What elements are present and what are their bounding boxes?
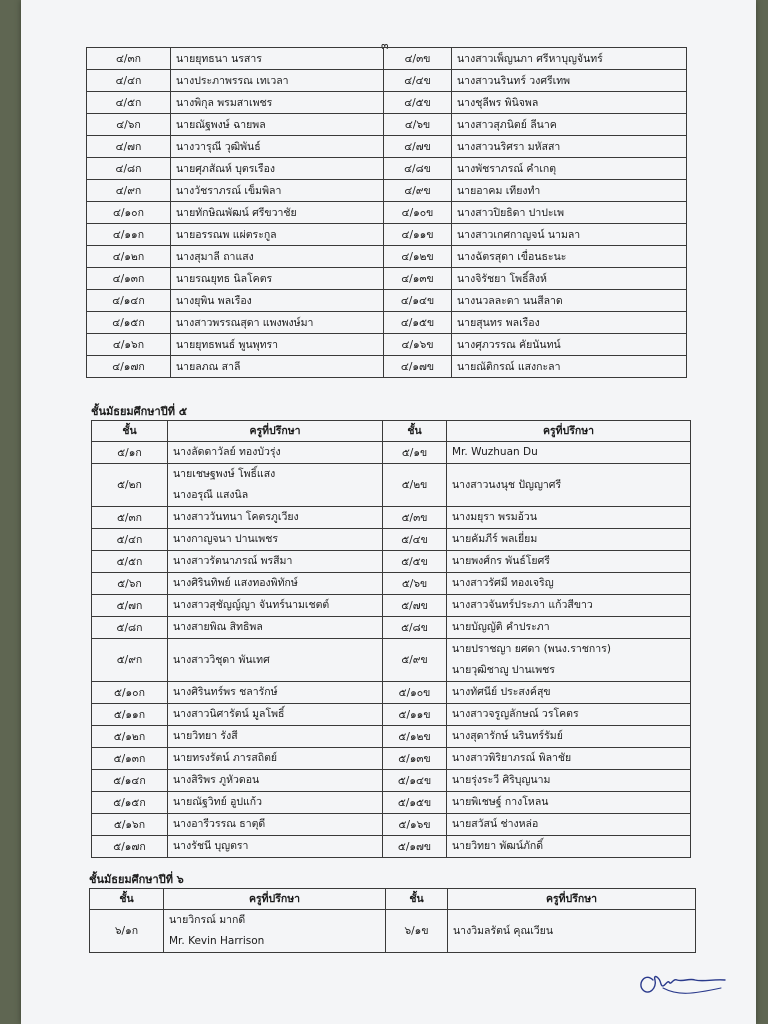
- advisor-cell: [447, 617, 691, 639]
- table-header-row: [90, 889, 696, 910]
- advisor-name-line: นางสาวรัศมี ทองเจริญ: [452, 577, 554, 589]
- class-cell: ๕/๑๔ข: [383, 770, 447, 792]
- advisor-cell: [448, 910, 696, 953]
- advisor-name-line: นางสาวจันทร์ประภา แก้วสีขาว: [452, 599, 593, 611]
- table-row: [92, 792, 691, 814]
- advisor-cell: นางยุพิน พลเรือง: [171, 290, 384, 312]
- class-cell: ๕/๘ข: [383, 617, 447, 639]
- class-cell: ๔/๑๑ก: [87, 224, 171, 246]
- grade4-advisor-table: [86, 47, 687, 378]
- table-row: [92, 836, 691, 858]
- class-cell: ๕/๖ข: [383, 573, 447, 595]
- advisor-cell: [447, 836, 691, 858]
- class-cell: ๔/๑๓ข: [384, 268, 452, 290]
- class-cell: ๕/๓ก: [92, 507, 168, 529]
- class-cell: ๕/๑๖ก: [92, 814, 168, 836]
- class-cell: ๔/๕ก: [87, 92, 171, 114]
- advisor-cell: [447, 507, 691, 529]
- class-cell: ๕/๑๓ก: [92, 748, 168, 770]
- advisor-cell: [168, 726, 383, 748]
- class-cell: ๕/๑๑ข: [383, 704, 447, 726]
- advisor-cell: [447, 704, 691, 726]
- table-row: [87, 70, 687, 92]
- advisor-name-line: นายรุ่งระวี ศิริบุญนาม: [452, 774, 551, 786]
- advisor-cell: [168, 704, 383, 726]
- advisor-name-line: นางสายพิณ สิทธิพล: [173, 621, 263, 633]
- class-cell: ๖/๑ข: [386, 910, 448, 953]
- class-cell: ๕/๑๓ข: [383, 748, 447, 770]
- advisor-name-line: Mr. Kevin Harrison: [169, 935, 265, 947]
- advisor-name-line: นายวิกรณ์ มากดี: [169, 914, 246, 926]
- table-row: [92, 770, 691, 792]
- table-row: [92, 814, 691, 836]
- advisor-cell: นางประภาพรรณ เทเวลา: [171, 70, 384, 92]
- class-cell: ๕/๘ก: [92, 617, 168, 639]
- advisor-cell: [168, 814, 383, 836]
- advisor-name-line: นางสาวนิศารัตน์ มูลโพธิ์: [173, 708, 285, 720]
- advisor-cell: นางสาวเกศกาญจน์ นามลา: [452, 224, 687, 246]
- class-header: ชั้น: [383, 421, 447, 442]
- advisor-name-line: นางศิรินทิพย์ แสงทองพิทักษ์: [173, 577, 298, 589]
- advisor-name-line: นายพิเชษฐ์ กางโหลน: [452, 796, 549, 808]
- class-header: ชั้น: [90, 889, 164, 910]
- class-cell: ๕/๙ข: [383, 639, 447, 682]
- advisor-cell: [168, 442, 383, 464]
- grade6-advisor-table: [89, 888, 696, 953]
- advisor-name-line: นายพงศ์กร พันธ์โยศรี: [452, 555, 550, 567]
- class-cell: ๔/๑๔ข: [384, 290, 452, 312]
- advisor-cell: นายรณยุทธ นิลโคตร: [171, 268, 384, 290]
- class-cell: ๕/๑๐ข: [383, 682, 447, 704]
- class-cell: ๔/๑๔ก: [87, 290, 171, 312]
- grade5-advisor-table: [91, 420, 691, 858]
- grade5-heading: ชั้นมัธยมศึกษาปีที่ ๕: [91, 405, 188, 418]
- advisor-cell: นางสาวพรรณสุดา แพงพงษ์มา: [171, 312, 384, 334]
- advisor-name-line: นางวิมลรัตน์ คุณเวียน: [453, 924, 554, 937]
- class-cell: ๔/๓ก: [87, 48, 171, 70]
- advisor-cell: นางสาวสุภนิตย์ ลีนาค: [452, 114, 687, 136]
- advisor-name-line: นางสาวรัตนาภรณ์ พรสีมา: [173, 555, 293, 567]
- table-row: [92, 704, 691, 726]
- table-row: [87, 92, 687, 114]
- class-cell: ๕/๑๒ก: [92, 726, 168, 748]
- advisor-name-line: นางศิรินทร์พร ชลารักษ์: [173, 686, 278, 698]
- advisor-name-line: นางสุดารักษ์ นรินทร์รัมย์: [452, 730, 563, 742]
- table-row: [87, 246, 687, 268]
- table-row: [92, 573, 691, 595]
- class-cell: ๔/๙ข: [384, 180, 452, 202]
- handwritten-signature: [633, 966, 728, 1000]
- table-row: [92, 507, 691, 529]
- advisor-name-line: นางรัชนี บุญตรา: [173, 840, 249, 852]
- advisor-cell: นายสุนทร พลเรือง: [452, 312, 687, 334]
- advisor-name-line: นายคัมภีร์ พลเยี่ยม: [452, 533, 538, 545]
- class-cell: ๔/๑๖ก: [87, 334, 171, 356]
- table-row: [92, 748, 691, 770]
- advisor-name-line: นางสาวสุชัญญ์ญา จันทร์นามเชตต์: [173, 599, 330, 611]
- class-cell: ๔/๑๗ข: [384, 356, 452, 378]
- advisor-name-line: นางสาวนงนุช ปัญญาศรี: [452, 478, 562, 491]
- advisor-header: ครูที่ปรึกษา: [447, 421, 691, 442]
- advisor-cell: [168, 639, 383, 682]
- class-cell: ๔/๖ก: [87, 114, 171, 136]
- advisor-name-line: นางสาววันทนา โคตรภูเวียง: [173, 511, 299, 523]
- advisor-cell: นางวัชราภรณ์ เข็มพิลา: [171, 180, 384, 202]
- grade6-heading: ชั้นมัธยมศึกษาปีที่ ๖: [89, 873, 184, 886]
- advisor-cell: [447, 792, 691, 814]
- advisor-cell: [168, 836, 383, 858]
- class-cell: ๔/๑๖ข: [384, 334, 452, 356]
- class-cell: ๕/๗ข: [383, 595, 447, 617]
- table-row: [87, 180, 687, 202]
- advisor-cell: นางสาวเพ็ญนภา ศรีหาบุญจันทร์: [452, 48, 687, 70]
- advisor-cell: นายลภณ สาลี: [171, 356, 384, 378]
- advisor-name-line: นางสาววิชุดา พันเทศ: [173, 653, 270, 666]
- advisor-cell: นางสุมาลี ถาแสง: [171, 246, 384, 268]
- advisor-cell: [447, 639, 691, 682]
- advisor-cell: นางวารุณี วุฒิพันธ์: [171, 136, 384, 158]
- advisor-cell: นางพัชราภรณ์ คำเกตุ: [452, 158, 687, 180]
- class-cell: ๔/๑๐ข: [384, 202, 452, 224]
- class-header: ชั้น: [386, 889, 448, 910]
- advisor-name-line: นางสิริพร ภูหัวดอน: [173, 774, 260, 786]
- table-row: [87, 312, 687, 334]
- class-cell: ๖/๑ก: [90, 910, 164, 953]
- advisor-cell: [447, 748, 691, 770]
- class-cell: ๕/๑ข: [383, 442, 447, 464]
- table-row: [87, 114, 687, 136]
- class-cell: ๕/๑๕ข: [383, 792, 447, 814]
- class-cell: ๕/๔ก: [92, 529, 168, 551]
- advisor-name-line: นางอารีวรรณ ธาตุดี: [173, 818, 266, 830]
- page-number: ๓: [381, 39, 389, 52]
- class-cell: ๔/๖ข: [384, 114, 452, 136]
- advisor-name-line: นางอรุณี แสงนิล: [173, 489, 249, 501]
- table-row: [92, 726, 691, 748]
- advisor-name-line: นางสาวจรูญลักษณ์ วรโคตร: [452, 708, 579, 720]
- advisor-cell: [164, 910, 386, 953]
- advisor-cell: นางศุภวรรณ คัยนันทน์: [452, 334, 687, 356]
- class-cell: ๔/๑๑ข: [384, 224, 452, 246]
- advisor-cell: [168, 792, 383, 814]
- class-cell: ๕/๑๔ก: [92, 770, 168, 792]
- advisor-cell: [168, 617, 383, 639]
- advisor-cell: [168, 682, 383, 704]
- class-cell: ๔/๗ข: [384, 136, 452, 158]
- class-cell: ๔/๑๗ก: [87, 356, 171, 378]
- table-row: [87, 202, 687, 224]
- class-cell: ๔/๘ข: [384, 158, 452, 180]
- table-header-row: [92, 421, 691, 442]
- advisor-cell: [447, 814, 691, 836]
- class-cell: ๔/๑๒ก: [87, 246, 171, 268]
- advisor-cell: [447, 770, 691, 792]
- class-cell: ๕/๗ก: [92, 595, 168, 617]
- advisor-cell: [447, 573, 691, 595]
- advisor-cell: [447, 529, 691, 551]
- advisor-cell: [168, 507, 383, 529]
- advisor-cell: นางสาวปิยธิดา ปาปะเพ: [452, 202, 687, 224]
- advisor-cell: นายณัฐพงษ์ ฉายพล: [171, 114, 384, 136]
- advisor-cell: นางนวลละดา นนสีลาด: [452, 290, 687, 312]
- class-cell: ๔/๕ข: [384, 92, 452, 114]
- class-cell: ๔/๗ก: [87, 136, 171, 158]
- advisor-cell: [447, 442, 691, 464]
- advisor-cell: [447, 682, 691, 704]
- advisor-cell: นางสาวนริศรา มหัสสา: [452, 136, 687, 158]
- advisor-cell: นางฉัตรสุดา เขื่อนธะนะ: [452, 246, 687, 268]
- table-row: [92, 617, 691, 639]
- table-row: [92, 639, 691, 682]
- advisor-cell: [447, 551, 691, 573]
- table-row: [87, 290, 687, 312]
- table-row: [90, 910, 696, 953]
- table-row: [92, 595, 691, 617]
- class-cell: ๔/๑๕ก: [87, 312, 171, 334]
- table-row: [92, 551, 691, 573]
- advisor-cell: [447, 464, 691, 507]
- class-cell: ๔/๔ข: [384, 70, 452, 92]
- advisor-name-line: นายวุฒิชาญู ปานเพชร: [452, 664, 555, 676]
- advisor-cell: [168, 573, 383, 595]
- advisor-cell: นายศุภสัณห์ บุตรเรือง: [171, 158, 384, 180]
- class-cell: ๕/๑๖ข: [383, 814, 447, 836]
- class-cell: ๔/๔ก: [87, 70, 171, 92]
- advisor-cell: นายยุทธพนธ์ พูนพุทรา: [171, 334, 384, 356]
- advisor-cell: นางชุลีพร พินิจพล: [452, 92, 687, 114]
- table-row: [92, 442, 691, 464]
- advisor-cell: นายทักษิณพัฒน์ ศรีขวาชัย: [171, 202, 384, 224]
- advisor-name-line: นายสวัสน์ ช่างหล่อ: [452, 818, 539, 830]
- class-cell: ๕/๑๐ก: [92, 682, 168, 704]
- advisor-name-line: นายเชษฐพงษ์ โพธิ์แสง: [173, 468, 276, 480]
- advisor-cell: นางพิกุล พรมสาเพชร: [171, 92, 384, 114]
- advisor-header: ครูที่ปรึกษา: [448, 889, 696, 910]
- table-row: [87, 334, 687, 356]
- class-cell: ๕/๑๑ก: [92, 704, 168, 726]
- class-cell: ๔/๑๐ก: [87, 202, 171, 224]
- advisor-cell: [168, 748, 383, 770]
- advisor-name-line: นายปราชญา ยศดา (พนง.ราชการ): [452, 643, 611, 655]
- advisor-name-line: นายวิทยา พัฒน์ภักดิ์: [452, 840, 544, 852]
- advisor-name-line: นายบัญญัติ คำประภา: [452, 621, 550, 633]
- table-row: [87, 158, 687, 180]
- table-row: [87, 268, 687, 290]
- advisor-cell: [168, 551, 383, 573]
- advisor-cell: นายอรรณพ แผ่ตระกูล: [171, 224, 384, 246]
- class-cell: ๔/๘ก: [87, 158, 171, 180]
- advisor-cell: นางจิรัชยา โพธิ์สิงห์: [452, 268, 687, 290]
- table-row: [87, 48, 687, 70]
- advisor-name-line: นายณัฐวิทย์ อูปแก้ว: [173, 796, 263, 808]
- advisor-cell: [168, 595, 383, 617]
- document-page: [21, 0, 756, 1024]
- class-cell: ๕/๕ก: [92, 551, 168, 573]
- class-cell: ๔/๑๕ข: [384, 312, 452, 334]
- advisor-name-line: Mr. Wuzhuan Du: [452, 446, 538, 458]
- advisor-cell: นางสาวนรินทร์ วงศรีเทพ: [452, 70, 687, 92]
- advisor-name-line: นางมยุรา พรมอ้วน: [452, 511, 538, 523]
- advisor-header: ครูที่ปรึกษา: [168, 421, 383, 442]
- class-cell: ๕/๒ข: [383, 464, 447, 507]
- advisor-cell: นายณัติกรณ์ แสงกะลา: [452, 356, 687, 378]
- advisor-cell: [447, 595, 691, 617]
- advisor-cell: [168, 464, 383, 507]
- table-row: [87, 356, 687, 378]
- class-cell: ๕/๑๒ข: [383, 726, 447, 748]
- advisor-cell: นายอาคม เทียงทำ: [452, 180, 687, 202]
- advisor-name-line: นายวิทยา รังสี: [173, 730, 238, 742]
- class-cell: ๕/๒ก: [92, 464, 168, 507]
- class-cell: ๕/๖ก: [92, 573, 168, 595]
- advisor-header: ครูที่ปรึกษา: [164, 889, 386, 910]
- class-cell: ๕/๔ข: [383, 529, 447, 551]
- class-cell: ๕/๓ข: [383, 507, 447, 529]
- class-cell: ๕/๑ก: [92, 442, 168, 464]
- class-cell: ๕/๑๗ข: [383, 836, 447, 858]
- table-row: [87, 224, 687, 246]
- class-cell: ๔/๑๒ข: [384, 246, 452, 268]
- advisor-cell: [168, 529, 383, 551]
- class-cell: ๔/๙ก: [87, 180, 171, 202]
- advisor-name-line: นางสาวพิริยาภรณ์ พิลาชัย: [452, 752, 572, 764]
- advisor-name-line: นางลัดดาวัลย์ ทองบัวรุ่ง: [173, 446, 281, 458]
- advisor-name-line: นางกาญจนา ปานเพชร: [173, 533, 278, 545]
- table-row: [92, 529, 691, 551]
- class-cell: ๕/๙ก: [92, 639, 168, 682]
- advisor-cell: นายยุทธนา นรสาร: [171, 48, 384, 70]
- table-row: [92, 464, 691, 507]
- class-cell: ๕/๕ข: [383, 551, 447, 573]
- class-cell: ๕/๑๗ก: [92, 836, 168, 858]
- advisor-cell: [168, 770, 383, 792]
- table-row: [87, 136, 687, 158]
- class-cell: ๔/๑๓ก: [87, 268, 171, 290]
- class-cell: ๔/๓ข: [384, 48, 452, 70]
- advisor-name-line: นายทรงรัตน์ ภารสถิตย์: [173, 752, 278, 764]
- class-cell: ๕/๑๕ก: [92, 792, 168, 814]
- advisor-cell: [447, 726, 691, 748]
- table-row: [92, 682, 691, 704]
- class-header: ชั้น: [92, 421, 168, 442]
- advisor-name-line: นางทัศนีย์ ประสงค์สุข: [452, 686, 551, 698]
